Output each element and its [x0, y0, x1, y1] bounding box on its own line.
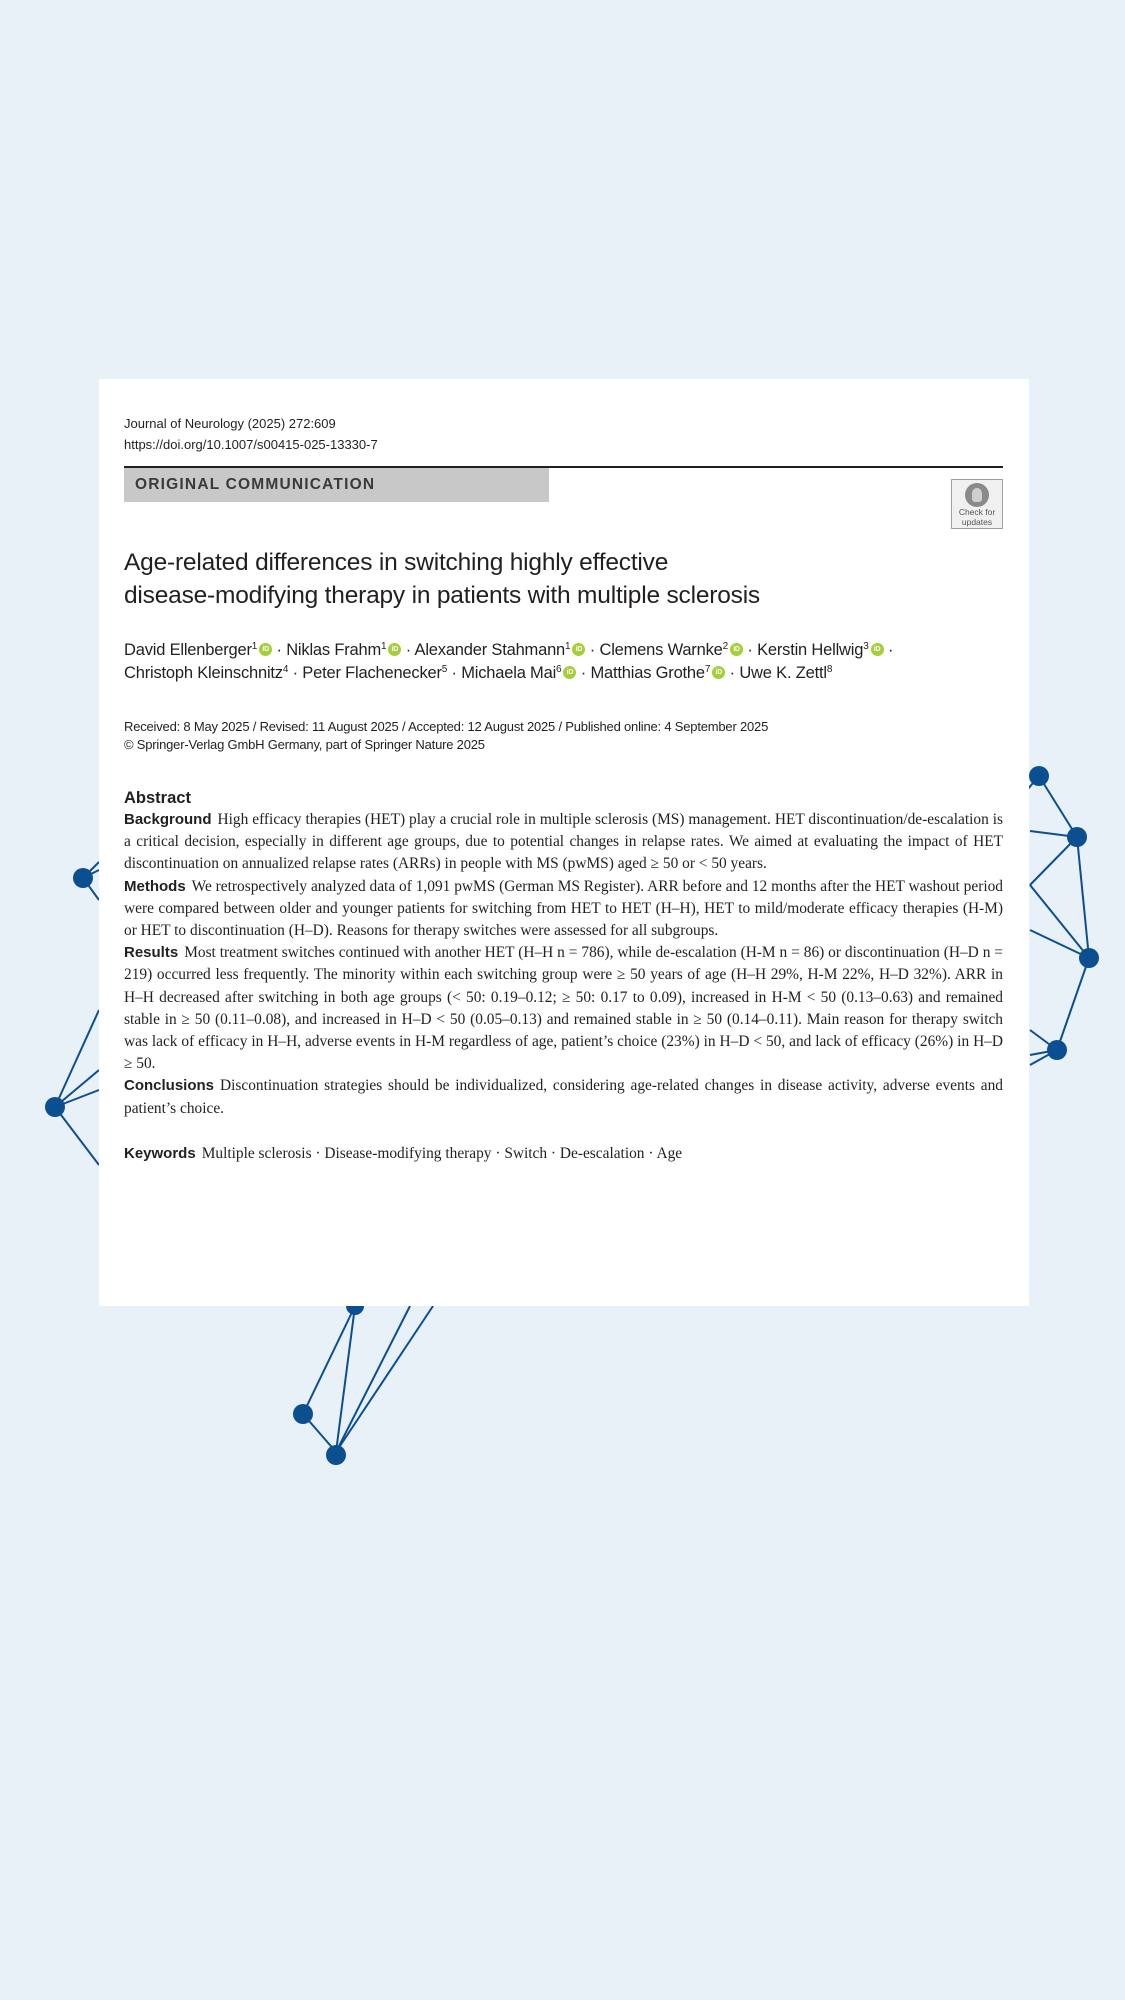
section-label: ORIGINAL COMMUNICATION [124, 468, 549, 502]
article-history [124, 718, 1003, 754]
background-label: Background [124, 811, 212, 828]
abstract-methods: Methods We retrospectively analyzed data of 1,091 pwMS (German MS Register). ARR before and 12 months after the HET washout period were compared between older and younger patients for switching from HET to HET (H–H), HET to mild/moderate efficacy therapies (H-M) or HET to discontinuation (H–D). Reasons for therapy switches were assessed for all subgroups. [124, 877, 1003, 940]
orcid-icon[interactable] [259, 643, 272, 656]
author[interactable]: Clemens Warnke$^2$iD [599, 641, 743, 659]
abstract-section [124, 787, 1003, 1120]
title-line-1: Age-related differences in switching highly effective [124, 549, 669, 576]
author[interactable]: Christoph Kleinschnitz$^4$ [124, 664, 289, 682]
abstract-results: Results Most treatment switches continued with another HET (H–H n = 786), while de-escalation (H-M n = 86) or discontinuation (H–D n = 219) occurred less frequently. The minority within each switching group were ≥ 50 years of age (H–H 29%, H-M 22%, H–D 32%). ARR in H–H decreased after switching in both age groups (< 50: 0.19–0.12; ≥ 50: 0.17 to 0.09), increased in H-M < 50 (0.13–0.63) and remained stable in ≥ 50 (0.11–0.08), and increased in H–D < 50 (0.05–0.13) and remained stable in ≥ 50 (0.14–0.11). Main reason for therapy switch was lack of efficacy in H–H, adverse events in H-M regardless of age, patient’s choice (23%) in H–D < 50, and lack of efficacy (26%) in H–D ≥ 50. [124, 944, 1003, 1073]
results-label: Results [124, 944, 179, 962]
abstract-background: Background High efficacy therapies (HET) play a crucial role in multiple sclerosis (MS) management. HET discontinuation/de-escalation is a critical decision, especially in different age groups, due to potential changes in relapse rates. We aimed at evaluating the impact of HET discontinuation on annualized relapse rates (ARRs) in people with MS (pwMS) aged ≥ 50 or < 50 years. [124, 811, 1003, 873]
author[interactable]: David Ellenberger$^1$iD [124, 641, 272, 659]
journal-citation: Journal of Neurology (2025) 272:609 [124, 416, 336, 431]
check-badge-line1: Check for [958, 507, 996, 517]
check-badge-line2: updates [961, 517, 993, 527]
copyright-line: © Springer-Verlag GmbH Germany, part of Springer Nature 2025 [124, 737, 485, 752]
author[interactable]: Niklas Frahm$^1$iD [286, 641, 401, 659]
author[interactable]: Matthias Grothe$^7$iD [591, 664, 726, 682]
orcid-icon[interactable] [712, 666, 725, 679]
article-page [99, 379, 1029, 1306]
orcid-icon[interactable] [871, 643, 884, 656]
orcid-icon[interactable] [730, 643, 743, 656]
doi-link[interactable]: https://doi.org/10.1007/s00415-025-13330-7 [124, 437, 378, 452]
orcid-icon[interactable] [572, 643, 585, 656]
methods-label: Methods [124, 877, 186, 895]
check-for-updates-icon [965, 483, 989, 507]
orcid-icon[interactable] [388, 643, 401, 656]
article-title [124, 546, 1003, 612]
check-for-updates-badge[interactable] [951, 479, 1003, 529]
orcid-icon[interactable] [563, 666, 576, 679]
author[interactable]: Alexander Stahmann$^1$iD [415, 641, 586, 659]
abstract-heading: Abstract [124, 789, 191, 807]
author[interactable]: Uwe K. Zettl$^8$ [739, 664, 833, 682]
author[interactable]: Kerstin Hellwig$^3$iD [757, 641, 884, 659]
history-dates: Received: 8 May 2025 / Revised: 11 August 2025 / Accepted: 12 August 2025 / Published online: 4 September 2025 [124, 719, 769, 734]
keywords [124, 1143, 1003, 1165]
author[interactable]: Michaela Mai$^6$iD [461, 664, 576, 682]
section-header-row [124, 468, 1003, 546]
conclusions-label: Conclusions [124, 1077, 215, 1095]
author-list: David Ellenberger$^1$iD · Niklas Frahm$^1$iD · Alexander Stahmann$^1$iD · Clemens Warnke$^2$iD · Kerstin Hellwig$^3$iD · Christoph Kleinschnitz$^4$ · Peter Flachenecker$^5$ · Michaela Mai$^6$iD · Matthias Grothe$^7$iD · Uwe K. Zettl$^8$ [124, 639, 1003, 685]
keywords-list: Multiple sclerosis · Disease-modifying therapy · Switch · De-escalation · Age [201, 1144, 683, 1162]
keywords-label: Keywords [124, 1144, 196, 1162]
abstract-conclusions: Conclusions Discontinuation strategies should be individualized, considering age-related changes in disease activity, adverse events and patient’s choice. [124, 1077, 1003, 1117]
title-line-2: disease-modifying therapy in patients with multiple sclerosis [124, 582, 760, 609]
author[interactable]: Peter Flachenecker$^5$ [302, 664, 448, 682]
